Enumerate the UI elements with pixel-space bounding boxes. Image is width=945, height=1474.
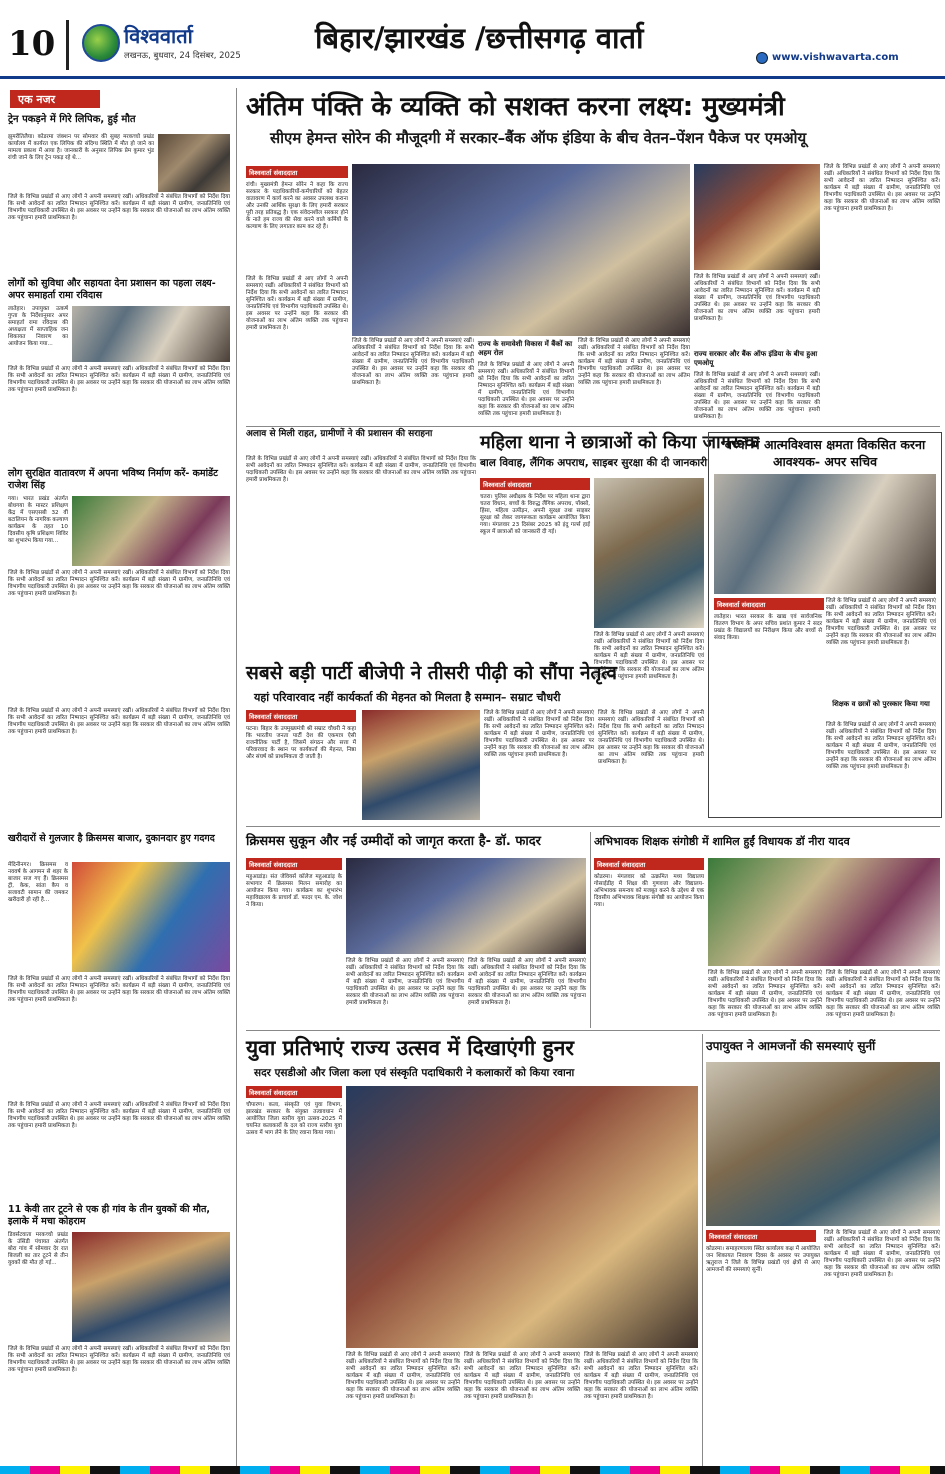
filler-text: जिले के विभिन्न प्रखंडों से आए लोगों ने अपनी समस्याएं रखीं। अधिकारियों ने संबंधित विभागों को निर्देश दिया कि सभी आवेदनों का त्वरित निष्पादन सुनिश्चित करें। कार्यक्रम में बड़ी संख्या में ग्रामीण, जनप्रतिनिधि एवं विभागीय पदाधिकारी उपस्थित थे। इस अवसर पर उन्होंने कहा कि सरकार की योजनाओं का लाभ अंतिम व्यक्ति तक पहुंचाना हमारी प्राथमिकता है। [246,456,476,483]
lead-side-head: अलाव से मिली राहत, ग्रामीणों ने की प्रशासन की सराहना [246,429,433,439]
filler-text: जिले के विभिन्न प्रखंडों से आए लोगों ने अपनी समस्याएं रखीं। अधिकारियों ने संबंधित विभागों को निर्देश दिया कि सभी आवेदनों का त्वरित निष्पादन सुनिश्चित करें। कार्यक्रम में बड़ी संख्या में ग्रामीण, जनप्रतिनिधि एवं विभागीय पदाधिकारी उपस्थित थे। इस अवसर पर उन्होंने कहा कि सरकार की योजनाओं का लाभ अंतिम व्यक्ति तक पहुंचाना हमारी प्राथमिकता है। [346,1352,460,1400]
section-title: बिहार/झारखंड /छत्तीसगढ़ वार्ता [315,21,644,55]
yuva-headline: युवा प्रतिभाएं राज्य उत्सव में दिखाएंगी हुनर [246,1036,574,1060]
filler-text: जिले के विभिन्न प्रखंडों से आए लोगों ने अपनी समस्याएं रखीं। अधिकारियों ने संबंधित विभागों को निर्देश दिया कि सभी आवेदनों का त्वरित निष्पादन सुनिश्चित करें। कार्यक्रम में बड़ी संख्या में ग्रामीण, जनप्रतिनिधि एवं विभागीय पदाधिकारी उपस्थित थे। इस अवसर पर उन्होंने कहा कि सरकार की योजनाओं का लाभ अंतिम व्यक्ति तक पहुंचाना हमारी प्राथमिकता है। [578,338,690,386]
bachche-headline: बच्चों में आत्मविश्वास क्षमता विकसित करना आवश्यक- अपर सचिव [724,437,926,469]
filler-text: जिले के विभिन्न प्रखंडों से आए लोगों ने अपनी समस्याएं रखीं। अधिकारियों ने संबंधित विभागों को निर्देश दिया कि सभी आवेदनों का त्वरित निष्पादन सुनिश्चित करें। कार्यक्रम में बड़ी संख्या में ग्रामीण, जनप्रतिनिधि एवं विभागीय पदाधिकारी उपस्थित थे। इस अवसर पर उन्होंने कहा कि सरकार की योजनाओं का लाभ अंतिम व्यक्ति तक पहुंचाना हमारी प्राथमिकता है। [468,958,586,1006]
lead-byline: विश्ववार्ता संवाददाता [246,166,348,178]
dateline: लखनऊ, बुधवार, 24 दिसंबर, 2025 [124,51,241,61]
mahila-byline: विश्ववार्ता संवाददाता [480,478,590,490]
ek-nazar-item-title: खरीदारों से गुलजार है क्रिसमस बाजार, दुकानदार हुए गदगद [8,833,215,844]
mahila-photo [594,478,704,628]
filler-text: जिले के विभिन्न प्रखंडों से आए लोगों ने अपनी समस्याएं रखीं। अधिकारियों ने संबंधित विभागों को निर्देश दिया कि सभी आवेदनों का त्वरित निष्पादन सुनिश्चित करें। कार्यक्रम में बड़ी संख्या में ग्रामीण, जनप्रतिनिधि एवं विभागीय पदाधिकारी उपस्थित थे। इस अवसर पर उन्होंने कहा कि सरकार की योजनाओं का लाभ अंतिम व्यक्ति तक पहुंचाना हमारी प्राथमिकता है। [594,632,704,680]
filler-text: जिले के विभिन्न प्रखंडों से आए लोगों ने अपनी समस्याएं रखीं। अधिकारियों ने संबंधित विभागों को निर्देश दिया कि सभी आवेदनों का त्वरित निष्पादन सुनिश्चित करें। कार्यक्रम में बड़ी संख्या में ग्रामीण, जनप्रतिनिधि एवं विभागीय पदाधिकारी उपस्थित थे। इस अवसर पर उन्होंने कहा कि सरकार की योजनाओं का लाभ अंतिम व्यक्ति तक पहुंचाना हमारी प्राथमिकता है। [8,708,230,735]
ek-nazar-column [6,88,232,1466]
paper-name: विश्ववार्ता [124,24,193,48]
filler-text: जिले के विभिन्न प्रखंडों से आए लोगों ने अपनी समस्याएं रखीं। अधिकारियों ने संबंधित विभागों को निर्देश दिया कि सभी आवेदनों का त्वरित निष्पादन सुनिश्चित करें। कार्यक्रम में बड़ी संख्या में ग्रामीण, जनप्रतिनिधि एवं विभागीय पदाधिकारी उपस्थित थे। इस अवसर पर उन्होंने कहा कि सरकार की योजनाओं का लाभ अंतिम व्यक्ति तक पहुंचाना हमारी प्राथमिकता है। [824,1230,940,1278]
ek-nazar-item-title: लोगों को सुविधा और सहायता देना प्रशासन का पहला लक्ष्य- अपर समाहर्ता रामा रविदास [8,278,216,301]
upayukt-headline: उपायुक्त ने आमजनों की समस्याएं सुनीं [706,1039,876,1053]
bjp-subhead: यहां परिवारवाद नहीं कार्यकर्ता की मेहनत को मिलता है सम्मान– सम्राट चौधरी [254,691,561,704]
bachche-body: लातेहार। भारत सरकार के खाद्य एवं सार्वजनिक वितरण विभाग के अपर सचिव प्रशांत कुमार ने सदर प्रखंड के विद्यालयों का निरीक्षण किया और बच्चों से संवाद किया। [714,614,822,641]
filler-text: जिले के विभिन्न प्रखंडों से आए लोगों ने अपनी समस्याएं रखीं। अधिकारियों ने संबंधित विभागों को निर्देश दिया कि सभी आवेदनों का त्वरित निष्पादन सुनिश्चित करें। कार्यक्रम में बड़ी संख्या में ग्रामीण, जनप्रतिनिधि एवं विभागीय पदाधिकारी उपस्थित थे। इस अवसर पर उन्होंने कहा कि सरकार की योजनाओं का लाभ अंतिम व्यक्ति तक पहुंचाना हमारी प्राथमिकता है। [598,710,704,765]
filler-text: जिले के विभिन्न प्रखंडों से आए लोगों ने अपनी समस्याएं रखीं। अधिकारियों ने संबंधित विभागों को निर्देश दिया कि सभी आवेदनों का त्वरित निष्पादन सुनिश्चित करें। कार्यक्रम में बड़ी संख्या में ग्रामीण, जनप्रतिनिधि एवं विभागीय पदाधिकारी उपस्थित थे। इस अवसर पर उन्होंने कहा कि सरकार की योजनाओं का लाभ अंतिम व्यक्ति तक पहुंचाना हमारी प्राथमिकता है। [8,976,230,1003]
ek-nazar-item-body: झुमरीतिलैया। कोडरमा जंक्शन पर सोमवार की सुबह मरकच्चो प्रखंड कार्यालय में कार्यरत एक लिपिक की संदिग्ध स्थिति में मौत हो जाने का मामला प्रकाश में आया है। जानकारी के अनुसार लिपिक प्रेम कुमार भुंड रांची जाने के लिए ट्रेन पकड़ रहे थे... [8,134,154,161]
filler-text: जिले के विभिन्न प्रखंडों से आए लोगों ने अपनी समस्याएं रखीं। अधिकारियों ने संबंधित विभागों को निर्देश दिया कि सभी आवेदनों का त्वरित निष्पादन सुनिश्चित करें। कार्यक्रम में बड़ी संख्या में ग्रामीण, जनप्रतिनिधि एवं विभागीय पदाधिकारी उपस्थित थे। इस अवसर पर उन्होंने कहा कि सरकार की योजनाओं का लाभ अंतिम व्यक्ति तक पहुंचाना हमारी प्राथमिकता है। [484,710,594,758]
filler-text: जिले के विभिन्न प्रखंडों से आए लोगों ने अपनी समस्याएं रखीं। अधिकारियों ने संबंधित विभागों को निर्देश दिया कि सभी आवेदनों का त्वरित निष्पादन सुनिश्चित करें। कार्यक्रम में बड़ी संख्या में ग्रामीण, जनप्रतिनिधि एवं विभागीय पदाधिकारी उपस्थित थे। इस अवसर पर उन्होंने कहा कि सरकार की योजनाओं का लाभ अंतिम व्यक्ति तक पहुंचाना हमारी प्राथमिकता है। [826,722,936,770]
news-photo [72,862,230,972]
filler-text: जिले के विभिन्न प्रखंडों से आए लोगों ने अपनी समस्याएं रखीं। अधिकारियों ने संबंधित विभागों को निर्देश दिया कि सभी आवेदनों का त्वरित निष्पादन सुनिश्चित करें। कार्यक्रम में बड़ी संख्या में ग्रामीण, जनप्रतिनिधि एवं विभागीय पदाधिकारी उपस्थित थे। इस अवसर पर उन्होंने कहा कि सरकार की योजनाओं का लाभ अंतिम व्यक्ति तक पहुंचाना हमारी प्राथमिकता है। [8,194,230,221]
filler-text: जिले के विभिन्न प्रखंडों से आए लोगों ने अपनी समस्याएं रखीं। अधिकारियों ने संबंधित विभागों को निर्देश दिया कि सभी आवेदनों का त्वरित निष्पादन सुनिश्चित करें। कार्यक्रम में बड़ी संख्या में ग्रामीण, जनप्रतिनिधि एवं विभागीय पदाधिकारी उपस्थित थे। इस अवसर पर उन्होंने कहा कि सरकार की योजनाओं का लाभ अंतिम व्यक्ति तक पहुंचाना हमारी प्राथमिकता है। [694,274,820,322]
bjp-byline: विश्ववार्ता संवाददाता [246,710,356,722]
lead-photo-side [694,164,820,270]
bjp-body: पटना। बिहार के उपमुख्यमंत्री श्री सम्राट चौधरी ने कहा कि भारतीय जनता पार्टी देश की एकमात्र ऐसी राजनीतिक पार्टी है, जिसमें संगठन और सत्ता में परिवारवाद के स्थान पर कार्यकर्ता की मेहनत, निष्ठा और संघर्ष को प्राथमिकता दी जाती है। [246,726,356,760]
ek-nazar-item-body: गया। भारत प्रखंड अंतर्गत बोधगया के मास्टर प्रशिक्षण केंद्र में एसएसबी 32 वीं बटालियन के नागरिक कल्याण कार्यक्रम के तहत 10 दिवसीय कृषि प्रशिक्षण शिविर का शुभारंभ किया गया... [8,496,69,544]
filler-text: जिले के विभिन्न प्रखंडों से आए लोगों ने अपनी समस्याएं रखीं। अधिकारियों ने संबंधित विभागों को निर्देश दिया कि सभी आवेदनों का त्वरित निष्पादन सुनिश्चित करें। कार्यक्रम में बड़ी संख्या में ग्रामीण, जनप्रतिनिधि एवं विभागीय पदाधिकारी उपस्थित थे। इस अवसर पर उन्होंने कहा कि सरकार की योजनाओं का लाभ अंतिम व्यक्ति तक पहुंचाना हमारी प्राथमिकता है। [708,970,822,1018]
filler-text: जिले के विभिन्न प्रखंडों से आए लोगों ने अपनी समस्याएं रखीं। अधिकारियों ने संबंधित विभागों को निर्देश दिया कि सभी आवेदनों का त्वरित निष्पादन सुनिश्चित करें। कार्यक्रम में बड़ी संख्या में ग्रामीण, जनप्रतिनिधि एवं विभागीय पदाधिकारी उपस्थित थे। इस अवसर पर उन्होंने कहा कि सरकार की योजनाओं का लाभ अंतिम व्यक्ति तक पहुंचाना हमारी प्राथमिकता है। [826,598,936,646]
christmas-byline: विश्ववार्ता संवाददाता [246,858,342,870]
masthead [0,0,945,80]
filler-text: जिले के विभिन्न प्रखंडों से आए लोगों ने अपनी समस्याएं रखीं। अधिकारियों ने संबंधित विभागों को निर्देश दिया कि सभी आवेदनों का त्वरित निष्पादन सुनिश्चित करें। कार्यक्रम में बड़ी संख्या में ग्रामीण, जनप्रतिनिधि एवं विभागीय पदाधिकारी उपस्थित थे। इस अवसर पर उन्होंने कहा कि सरकार की योजनाओं का लाभ अंतिम व्यक्ति तक पहुंचाना हमारी प्राथमिकता है। [246,276,348,331]
christmas-body: महुआडांड़। संत जेवियर्स कॉलेज महुआडांड़ के सभागार में क्रिसमस मिलन समारोह का आयोजन किया गया। कार्यक्रम का शुभारंभ महाविद्यालय के प्राचार्य डॉ. फादर एम. के. जोश ने किया। [246,874,342,908]
filler-text: जिले के विभिन्न प्रखंडों से आए लोगों ने अपनी समस्याएं रखीं। अधिकारियों ने संबंधित विभागों को निर्देश दिया कि सभी आवेदनों का त्वरित निष्पादन सुनिश्चित करें। कार्यक्रम में बड़ी संख्या में ग्रामीण, जनप्रतिनिधि एवं विभागीय पदाधिकारी उपस्थित थे। इस अवसर पर उन्होंने कहा कि सरकार की योजनाओं का लाभ अंतिम व्यक्ति तक पहुंचाना हमारी प्राथमिकता है। [8,366,230,393]
paper-logo-icon [82,24,120,62]
christmas-photo [346,858,586,954]
abhibhavak-byline: विश्ववार्ता संवाददाता [594,858,704,870]
filler-text: जिले के विभिन्न प्रखंडों से आए लोगों ने अपनी समस्याएं रखीं। अधिकारियों ने संबंधित विभागों को निर्देश दिया कि सभी आवेदनों का त्वरित निष्पादन सुनिश्चित करें। कार्यक्रम में बड़ी संख्या में ग्रामीण, जनप्रतिनिधि एवं विभागीय पदाधिकारी उपस्थित थे। इस अवसर पर उन्होंने कहा कि सरकार की योजनाओं का लाभ अंतिम व्यक्ति तक पहुंचाना हमारी प्राथमिकता है। [8,570,230,597]
mahila-headline: महिला थाना ने छात्राओं को किया जागरूक [480,432,759,453]
globe-icon [756,52,768,64]
lead-subhead: सीएम हेमन्त सोरेन की मौजूदगी में सरकार–बैंक ऑफ इंडिया के बीच वेतन–पेंशन पैकेज पर एमओयू [270,129,807,147]
mahila-subhead: बाल विवाह, लैंगिक अपराध, साइबर सुरक्षा की दी जानकारी [480,457,708,469]
ek-nazar-item-body: लातेहार। उपायुक्त उत्कर्ष गुप्ता के निर्देशानुसार अपर समाहर्ता रामा रविदास की अध्यक्षता में साप्ताहिक जन शिकायत निवारण का आयोजन किया गया... [8,306,68,347]
news-photo [158,134,230,192]
yuva-byline: विश्ववार्ता संवाददाता [246,1086,342,1098]
website-link[interactable]: www.vishwavarta.com [772,52,899,63]
abhibhavak-body: कोडरमा। मंगलवार को उत्क्रमित मध्य विद्यालय गोसाईडीह में शिक्षा की गुणवत्ता और विद्यालय-अभिभावक समन्वय को मजबूत करने के उद्देश्य से एक दिवसीय अभिभावक शिक्षक संगोष्ठी का आयोजन किया गया। [594,874,704,908]
ek-nazar-label: एक नजर [10,90,100,108]
lead-caption: राज्य के समावेशी विकास में बैंकों का अहम रोल [478,340,573,357]
lead-photo-main [352,164,690,336]
ek-nazar-item-title: ट्रेन पकड़ने में गिरे लिपिक, हुई मौत [8,114,136,125]
upayukt-byline: विश्ववार्ता संवाददाता [706,1230,816,1242]
filler-text: जिले के विभिन्न प्रखंडों से आए लोगों ने अपनी समस्याएं रखीं। अधिकारियों ने संबंधित विभागों को निर्देश दिया कि सभी आवेदनों का त्वरित निष्पादन सुनिश्चित करें। कार्यक्रम में बड़ी संख्या में ग्रामीण, जनप्रतिनिधि एवं विभागीय पदाधिकारी उपस्थित थे। इस अवसर पर उन्होंने कहा कि सरकार की योजनाओं का लाभ अंतिम व्यक्ति तक पहुंचाना हमारी प्राथमिकता है। [478,362,574,417]
bjp-photo [362,710,480,820]
filler-text: जिले के विभिन्न प्रखंडों से आए लोगों ने अपनी समस्याएं रखीं। अधिकारियों ने संबंधित विभागों को निर्देश दिया कि सभी आवेदनों का त्वरित निष्पादन सुनिश्चित करें। कार्यक्रम में बड़ी संख्या में ग्रामीण, जनप्रतिनिधि एवं विभागीय पदाधिकारी उपस्थित थे। इस अवसर पर उन्होंने कहा कि सरकार की योजनाओं का लाभ अंतिम व्यक्ति तक पहुंचाना हमारी प्राथमिकता है। [8,1346,230,1373]
bachche-photo [714,474,936,594]
filler-text: जिले के विभिन्न प्रखंडों से आए लोगों ने अपनी समस्याएं रखीं। अधिकारियों ने संबंधित विभागों को निर्देश दिया कि सभी आवेदनों का त्वरित निष्पादन सुनिश्चित करें। कार्यक्रम में बड़ी संख्या में ग्रामीण, जनप्रतिनिधि एवं विभागीय पदाधिकारी उपस्थित थे। इस अवसर पर उन्होंने कहा कि सरकार की योजनाओं का लाभ अंतिम व्यक्ति तक पहुंचाना हमारी प्राथमिकता है। [8,1102,230,1129]
abhibhavak-headline: अभिभावक शिक्षक संगोष्ठी में शामिल हुईं विधायक डॉ नीरा यादव [594,835,850,848]
upayukt-body: कोडरमा। समाहरणालय स्थित कार्यालय कक्ष में आयोजित जन शिकायत निवारण दिवस के अवसर पर उपायुक्त ऋतुराज ने जिले के विभिन्न प्रखंडों एवं क्षेत्रों से आए आमजनों की समस्याएं सुनीं। [706,1246,820,1273]
filler-text: जिले के विभिन्न प्रखंडों से आए लोगों ने अपनी समस्याएं रखीं। अधिकारियों ने संबंधित विभागों को निर्देश दिया कि सभी आवेदनों का त्वरित निष्पादन सुनिश्चित करें। कार्यक्रम में बड़ी संख्या में ग्रामीण, जनप्रतिनिधि एवं विभागीय पदाधिकारी उपस्थित थे। इस अवसर पर उन्होंने कहा कि सरकार की योजनाओं का लाभ अंतिम व्यक्ति तक पहुंचाना हमारी प्राथमिकता है। [824,164,940,212]
bachche-side-head: शिक्षक व छात्रों को पुरस्कार किया गया [832,700,930,708]
filler-text: जिले के विभिन्न प्रखंडों से आए लोगों ने अपनी समस्याएं रखीं। अधिकारियों ने संबंधित विभागों को निर्देश दिया कि सभी आवेदनों का त्वरित निष्पादन सुनिश्चित करें। कार्यक्रम में बड़ी संख्या में ग्रामीण, जनप्रतिनिधि एवं विभागीय पदाधिकारी उपस्थित थे। इस अवसर पर उन्होंने कहा कि सरकार की योजनाओं का लाभ अंतिम व्यक्ति तक पहुंचाना हमारी प्राथमिकता है। [346,958,464,1006]
page-number: 10 [8,24,56,64]
lead-headline: अंतिम पंक्ति के व्यक्ति को सशक्त करना लक्ष्य: मुख्यमंत्री [246,92,785,122]
abhibhavak-photo [708,858,940,966]
lead-caption: राज्य सरकार और बैंक ऑफ इंडिया के बीच हुआ एमओयू [694,350,818,367]
bachche-byline: विश्ववार्ता संवाददाता [714,598,824,610]
news-photo [72,306,230,362]
lead-body: रांची। मुख्यमंत्री हेमन्त सोरेन ने कहा कि राज्य सरकार के पदाधिकारियों-कर्मचारियों को बेहतर वातावरण में कार्य करने का अवसर उपलब्ध कराना और उनकी आर्थिक सुरक्षा के लिए हमारी सरकार पूरी तरह प्रतिबद्ध है। एक संवेदनशील सरकार होने के नाते हम राज्य की सेवा करने वाले कर्मियों के कल्याण के लिए लगातार काम कर रहे हैं। [246,182,348,230]
upayukt-photo [706,1062,940,1226]
filler-text: जिले के विभिन्न प्रखंडों से आए लोगों ने अपनी समस्याएं रखीं। अधिकारियों ने संबंधित विभागों को निर्देश दिया कि सभी आवेदनों का त्वरित निष्पादन सुनिश्चित करें। कार्यक्रम में बड़ी संख्या में ग्रामीण, जनप्रतिनिधि एवं विभागीय पदाधिकारी उपस्थित थे। इस अवसर पर उन्होंने कहा कि सरकार की योजनाओं का लाभ अंतिम व्यक्ति तक पहुंचाना हमारी प्राथमिकता है। [826,970,940,1018]
ek-nazar-item-body: मेदिनीनगर। क्रिसमस व नववर्ष के आगमन से शहर के बाजार सज गए हैं। क्रिसमस ट्री, केक, सांता कैप व सजावटी सामान की जमकर खरीदारी हो रही है... [8,862,68,903]
ek-nazar-item-title: 11 केवी तार टूटने से एक ही गांव के तीन युवकों की मौत, इलाके में मचा कोहराम [8,1204,211,1227]
filler-text: जिले के विभिन्न प्रखंडों से आए लोगों ने अपनी समस्याएं रखीं। अधिकारियों ने संबंधित विभागों को निर्देश दिया कि सभी आवेदनों का त्वरित निष्पादन सुनिश्चित करें। कार्यक्रम में बड़ी संख्या में ग्रामीण, जनप्रतिनिधि एवं विभागीय पदाधिकारी उपस्थित थे। इस अवसर पर उन्होंने कहा कि सरकार की योजनाओं का लाभ अंतिम व्यक्ति तक पहुंचाना हमारी प्राथमिकता है। [694,372,820,420]
yuva-subhead: सदर एसडीओ और जिला कला एवं संस्कृति पदाधिकारी ने कलाकारों को किया रवाना [254,1067,575,1079]
filler-text: जिले के विभिन्न प्रखंडों से आए लोगों ने अपनी समस्याएं रखीं। अधिकारियों ने संबंधित विभागों को निर्देश दिया कि सभी आवेदनों का त्वरित निष्पादन सुनिश्चित करें। कार्यक्रम में बड़ी संख्या में ग्रामीण, जनप्रतिनिधि एवं विभागीय पदाधिकारी उपस्थित थे। इस अवसर पर उन्होंने कहा कि सरकार की योजनाओं का लाभ अंतिम व्यक्ति तक पहुंचाना हमारी प्राथमिकता है। [464,1352,580,1400]
registration-strip [0,1466,945,1474]
yuva-body: चौपारण। कला, संस्कृति एवं युवा विभाग, झारखंड सरकार के संयुक्त तत्वावधान में आयोजित जिला स्तरीय युवा उत्सव-2025 में चयनित कलाकारों के दल को राज्य स्तरीय युवा उत्सव में भाग लेने के लिए रवाना किया गया। [246,1102,342,1136]
news-photo [72,1232,230,1342]
ek-nazar-item-body: डिवर्सटवाता मरकच्चो प्रखंड के उंसिंडी पंचायत अंतर्गत बोरा गांव में सोमवार देर रात बिजली का तार टूटने से तीन युवकों की मौत हो गई... [8,1232,68,1266]
yuva-photo [346,1086,698,1348]
christmas-headline: क्रिसमस सुकून और नई उम्मीदों को जागृत करता है- डॉ. फादर [246,834,541,849]
bjp-headline: सबसे बड़ी पार्टी बीजेपी ने तीसरी पीढ़ी को सौंपा नेतृत्व [246,662,617,684]
filler-text: जिले के विभिन्न प्रखंडों से आए लोगों ने अपनी समस्याएं रखीं। अधिकारियों ने संबंधित विभागों को निर्देश दिया कि सभी आवेदनों का त्वरित निष्पादन सुनिश्चित करें। कार्यक्रम में बड़ी संख्या में ग्रामीण, जनप्रतिनिधि एवं विभागीय पदाधिकारी उपस्थित थे। इस अवसर पर उन्होंने कहा कि सरकार की योजनाओं का लाभ अंतिम व्यक्ति तक पहुंचाना हमारी प्राथमिकता है। [584,1352,698,1400]
mahila-body: चतरा। पुलिस अधीक्षक के निर्देश पर महिला थाना द्वारा चतरा विधान, बच्चों के विरुद्ध लैंगिक अपराध, पॉक्सो, हिंसा, महिला उत्पीड़न, अपनी सुरक्षा तथा साइबर सुरक्षा को लेकर जागरूकता कार्यक्रम आयोजित किया गया। मंगलवार 23 दिसंबर 2025 को इंदु गर्ल्स हाई स्कूल में छात्राओं को जानकारी दी गई। [480,494,590,535]
ek-nazar-item-title: लोग सुरक्षित वातावरण में अपना भविष्य निर्माण करें- कमांडेंट राजेश सिंह [8,468,218,491]
news-photo [72,496,230,566]
filler-text: जिले के विभिन्न प्रखंडों से आए लोगों ने अपनी समस्याएं रखीं। अधिकारियों ने संबंधित विभागों को निर्देश दिया कि सभी आवेदनों का त्वरित निष्पादन सुनिश्चित करें। कार्यक्रम में बड़ी संख्या में ग्रामीण, जनप्रतिनिधि एवं विभागीय पदाधिकारी उपस्थित थे। इस अवसर पर उन्होंने कहा कि सरकार की योजनाओं का लाभ अंतिम व्यक्ति तक पहुंचाना हमारी प्राथमिकता है। [352,338,474,386]
